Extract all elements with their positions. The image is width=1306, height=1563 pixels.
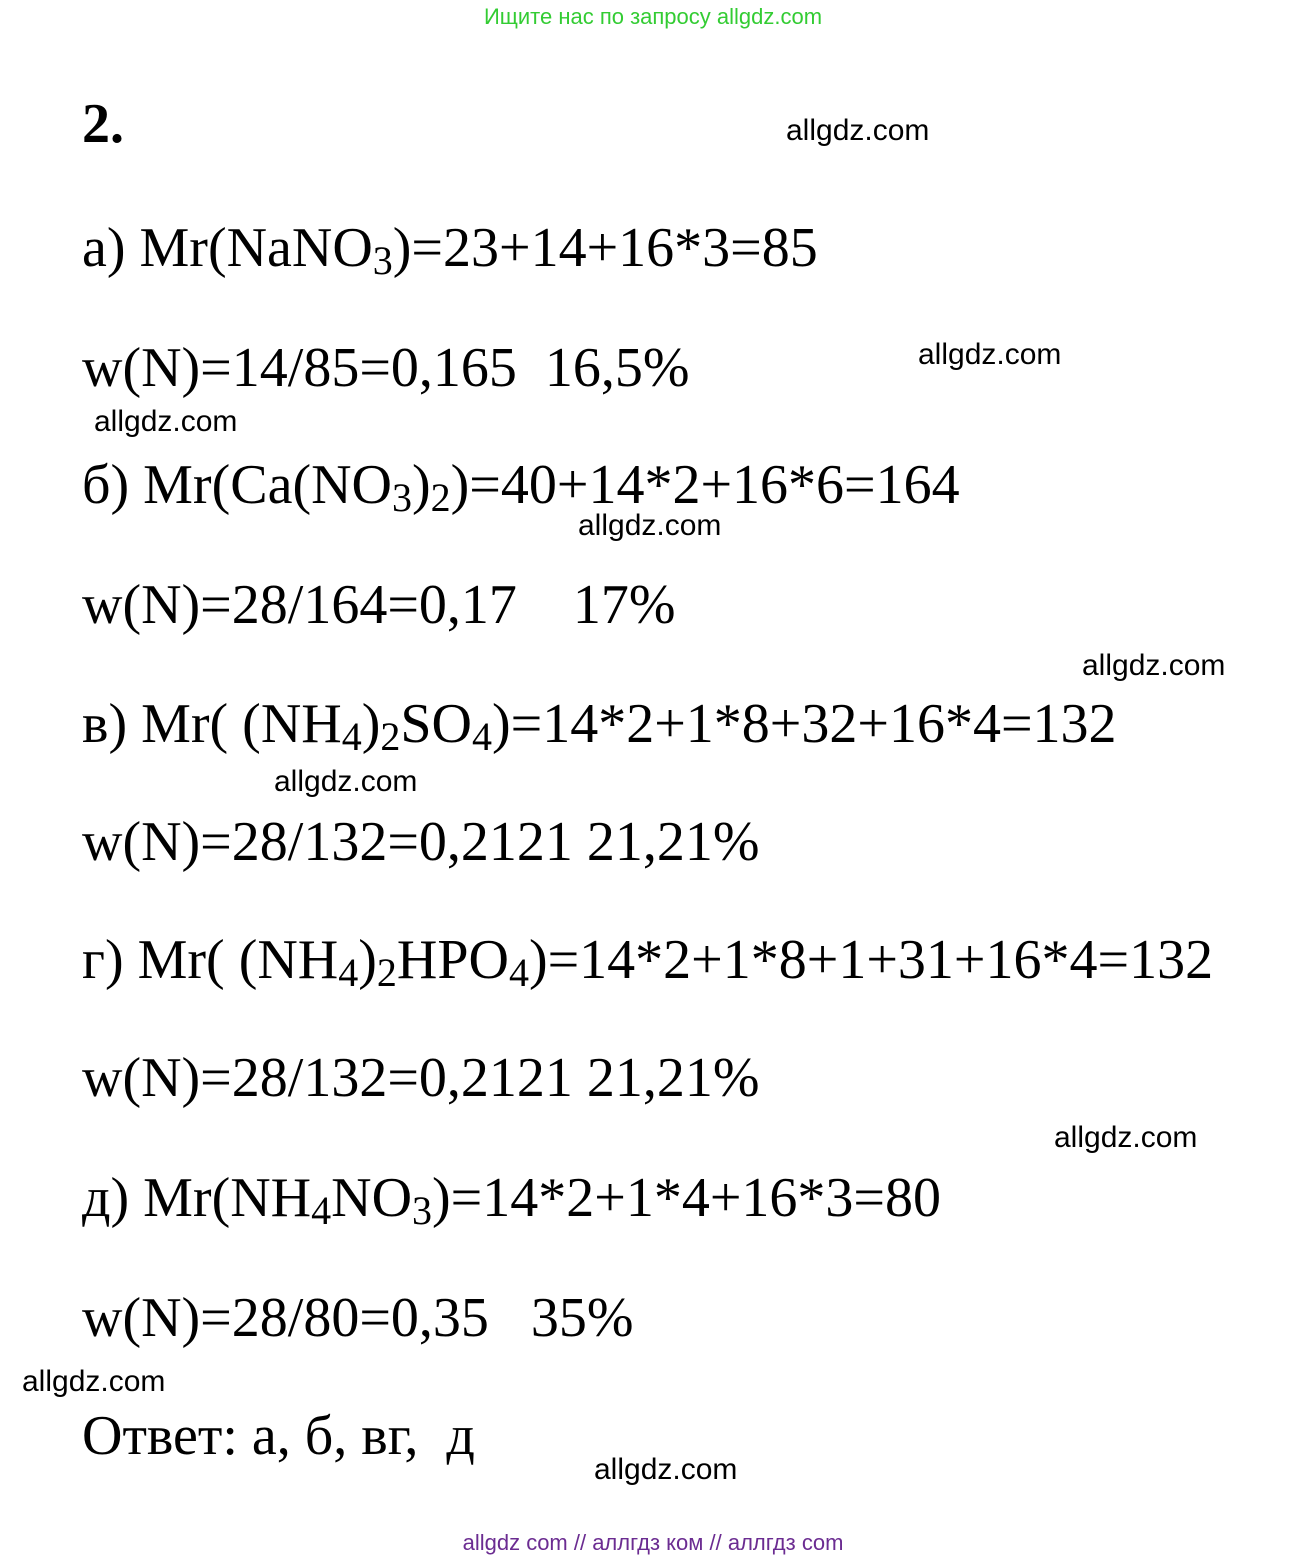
formula-g-molar-mass: г) Mr( $(NH_4)_2HPO_4)=14*2+1*8+1+31+16*4=132$ — [82, 929, 1214, 995]
formula-v-mass-fraction: w(N)=28/132=0,2121 21,21% — [82, 811, 760, 873]
watermark: allgdz.com — [918, 338, 1062, 371]
watermark: allgdz.com — [22, 1365, 166, 1398]
formula-b-molar-mass: б) $Mr(Ca(NO_3)_2)=40+14*2+16*6=164$ — [82, 454, 960, 520]
formula-a-molar-mass: а) Mr(NaNO$_3$)=23+14+16*3=85 — [82, 217, 818, 283]
watermark: allgdz.com — [94, 405, 238, 438]
watermark: allgdz.com — [1082, 649, 1226, 682]
formula-b-mass-fraction: w(N)=28/164=0,17 17% — [82, 574, 676, 636]
formula-d-molar-mass: д) $Mr(NH_4NO_3)=14*2+1*4+16*3=80$ — [82, 1167, 941, 1233]
top-banner: Ищите нас по запросу allgdz.com — [483, 4, 823, 29]
formula-v-molar-mass: в) Mr( $(NH_4)_2SO_4)=14*2+1*8+32+16*4=132$ — [82, 693, 1117, 759]
watermark: allgdz.com — [786, 114, 930, 147]
footer-links: allgdz com // аллгдз ком // аллгдз com — [462, 1530, 844, 1555]
formula-g-mass-fraction: w(N)=28/132=0,2121 21,21% — [82, 1047, 760, 1109]
formula-d-mass-fraction: w(N)=28/80=0,35 35% — [82, 1287, 634, 1349]
task-number: 2. — [82, 93, 124, 155]
answer-line: Ответ: а, б, вг, д — [82, 1405, 475, 1467]
watermark: allgdz.com — [578, 509, 722, 542]
formula-a-mass-fraction: w(N)=14/85=0,165 16,5% — [82, 337, 690, 399]
watermark: allgdz.com — [1054, 1121, 1198, 1154]
watermark: allgdz.com — [274, 765, 418, 798]
watermark: allgdz.com — [594, 1453, 738, 1486]
